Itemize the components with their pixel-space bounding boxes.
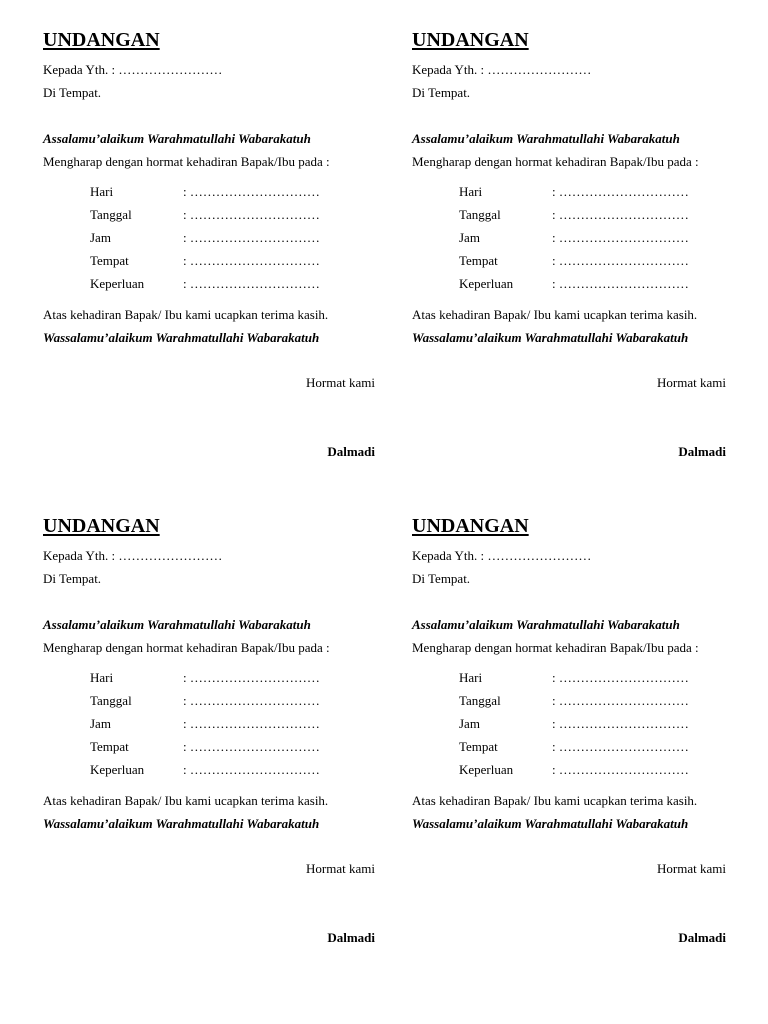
detail-label-tempat: Tempat xyxy=(90,253,129,268)
detail-value-hari: : ………………………… xyxy=(183,670,320,685)
recipient-line xyxy=(43,548,222,564)
signer-name: Dalmadi xyxy=(678,930,726,945)
detail-value-keperluan: : ………………………… xyxy=(552,276,689,291)
detail-label-tanggal: Tanggal xyxy=(90,207,132,222)
detail-value-hari: : ………………………… xyxy=(183,184,320,199)
detail-value-keperluan: : ………………………… xyxy=(183,276,320,291)
recipient-value: …………………… xyxy=(118,548,223,563)
invitation-card-top-left xyxy=(43,28,373,468)
request-line: Mengharap dengan hormat kehadiran Bapak/Ibu pada : xyxy=(43,640,330,655)
detail-value-tempat: : ………………………… xyxy=(183,253,320,268)
detail-value-tempat: : ………………………… xyxy=(552,253,689,268)
detail-value-tanggal: : ………………………… xyxy=(552,693,689,708)
opening-greeting: Assalamu’alaikum Warahmatullahi Wabarakatuh xyxy=(412,131,680,146)
thanks-line: Atas kehadiran Bapak/ Ibu kami ucapkan terima kasih. xyxy=(43,793,329,808)
recipient-value: …………………… xyxy=(118,62,223,77)
detail-label-hari: Hari xyxy=(459,670,483,685)
detail-label-tempat: Tempat xyxy=(459,253,498,268)
detail-value-tanggal: : ………………………… xyxy=(183,693,320,708)
regards: Hormat kami xyxy=(306,375,375,390)
regards: Hormat kami xyxy=(657,861,726,876)
invitation-title: UNDANGAN xyxy=(412,29,529,51)
invitation-card-top-right xyxy=(412,28,742,468)
place-line: Di Tempat. xyxy=(43,571,102,586)
recipient-line xyxy=(412,548,591,564)
invitation-title: UNDANGAN xyxy=(43,515,160,537)
detail-label-hari: Hari xyxy=(90,670,114,685)
thanks-line: Atas kehadiran Bapak/ Ibu kami ucapkan terima kasih. xyxy=(43,307,329,322)
recipient-line xyxy=(412,62,591,78)
detail-label-tempat: Tempat xyxy=(459,739,498,754)
thanks-line: Atas kehadiran Bapak/ Ibu kami ucapkan terima kasih. xyxy=(412,307,698,322)
detail-value-tempat: : ………………………… xyxy=(183,739,320,754)
detail-value-jam: : ………………………… xyxy=(552,230,689,245)
request-line: Mengharap dengan hormat kehadiran Bapak/Ibu pada : xyxy=(43,154,330,169)
recipient-line xyxy=(43,62,222,78)
signer-name: Dalmadi xyxy=(678,444,726,459)
detail-label-keperluan: Keperluan xyxy=(90,276,145,291)
request-line: Mengharap dengan hormat kehadiran Bapak/Ibu pada : xyxy=(412,640,699,655)
opening-greeting: Assalamu’alaikum Warahmatullahi Wabarakatuh xyxy=(43,617,311,632)
invitation-title: UNDANGAN xyxy=(412,515,529,537)
detail-value-jam: : ………………………… xyxy=(183,716,320,731)
detail-label-tanggal: Tanggal xyxy=(459,207,501,222)
detail-value-hari: : ………………………… xyxy=(552,670,689,685)
detail-label-jam: Jam xyxy=(90,230,111,245)
detail-label-tanggal: Tanggal xyxy=(90,693,132,708)
invitation-card-bottom-left xyxy=(43,514,373,954)
invitation-title: UNDANGAN xyxy=(43,29,160,51)
opening-greeting: Assalamu’alaikum Warahmatullahi Wabarakatuh xyxy=(412,617,680,632)
request-line: Mengharap dengan hormat kehadiran Bapak/Ibu pada : xyxy=(412,154,699,169)
detail-value-jam: : ………………………… xyxy=(183,230,320,245)
detail-label-keperluan: Keperluan xyxy=(90,762,145,777)
detail-value-keperluan: : ………………………… xyxy=(183,762,320,777)
detail-value-tanggal: : ………………………… xyxy=(552,207,689,222)
recipient-value: …………………… xyxy=(487,62,592,77)
place-line: Di Tempat. xyxy=(43,85,102,100)
opening-greeting: Assalamu’alaikum Warahmatullahi Wabarakatuh xyxy=(43,131,311,146)
place-line: Di Tempat. xyxy=(412,571,471,586)
invitation-card-bottom-right xyxy=(412,514,742,954)
recipient-label: Kepada Yth. : xyxy=(43,62,116,77)
detail-label-keperluan: Keperluan xyxy=(459,276,514,291)
detail-label-hari: Hari xyxy=(90,184,114,199)
detail-value-keperluan: : ………………………… xyxy=(552,762,689,777)
closing-greeting: Wassalamu’alaikum Warahmatullahi Wabarakatuh xyxy=(43,330,320,345)
detail-label-keperluan: Keperluan xyxy=(459,762,514,777)
closing-greeting: Wassalamu’alaikum Warahmatullahi Wabarakatuh xyxy=(412,816,689,831)
signer-name: Dalmadi xyxy=(327,444,375,459)
recipient-value: …………………… xyxy=(487,548,592,563)
detail-value-tanggal: : ………………………… xyxy=(183,207,320,222)
detail-label-jam: Jam xyxy=(459,716,480,731)
regards: Hormat kami xyxy=(306,861,375,876)
detail-value-tempat: : ………………………… xyxy=(552,739,689,754)
detail-value-jam: : ………………………… xyxy=(552,716,689,731)
thanks-line: Atas kehadiran Bapak/ Ibu kami ucapkan terima kasih. xyxy=(412,793,698,808)
signer-name: Dalmadi xyxy=(327,930,375,945)
detail-value-hari: : ………………………… xyxy=(552,184,689,199)
recipient-label: Kepada Yth. : xyxy=(412,62,485,77)
regards: Hormat kami xyxy=(657,375,726,390)
detail-label-tanggal: Tanggal xyxy=(459,693,501,708)
recipient-label: Kepada Yth. : xyxy=(412,548,485,563)
closing-greeting: Wassalamu’alaikum Warahmatullahi Wabarakatuh xyxy=(43,816,320,831)
closing-greeting: Wassalamu’alaikum Warahmatullahi Wabarakatuh xyxy=(412,330,689,345)
detail-label-tempat: Tempat xyxy=(90,739,129,754)
place-line: Di Tempat. xyxy=(412,85,471,100)
detail-label-jam: Jam xyxy=(90,716,111,731)
recipient-label: Kepada Yth. : xyxy=(43,548,116,563)
detail-label-jam: Jam xyxy=(459,230,480,245)
detail-label-hari: Hari xyxy=(459,184,483,199)
